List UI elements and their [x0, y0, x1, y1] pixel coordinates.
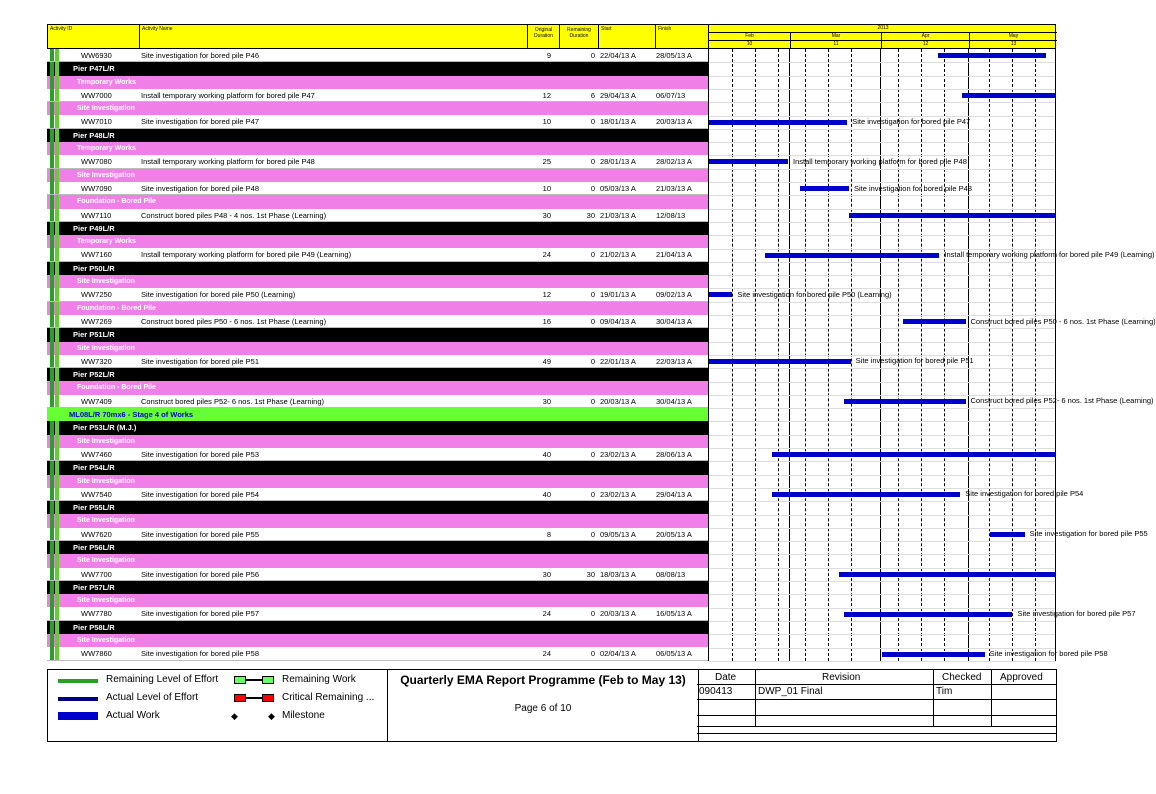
- wbs-category-row[interactable]: [47, 381, 708, 394]
- level-of-effort-strip: [47, 421, 60, 434]
- activity-name-cell: Site investigation for bored pile P51: [141, 356, 259, 366]
- wbs-title: Temporary Works: [77, 238, 136, 246]
- wbs-title: Pier P51L/R: [73, 330, 115, 340]
- report-title: Quarterly EMA Report Programme (Feb to May 13): [400, 673, 686, 687]
- actual-work-symbol: [58, 712, 98, 720]
- level-of-effort-strip: [47, 395, 60, 407]
- wbs-title: Site Investigation: [77, 477, 135, 485]
- revision-checked-by: Tim: [936, 686, 953, 697]
- finish-date-cell: 16/05/13 A: [656, 609, 692, 619]
- bar-label: Install temporary working platform for bored pile P49 (Learning): [944, 250, 1155, 259]
- level-of-effort-strip: [47, 315, 60, 327]
- legend-remaining-work: Remaining Work: [282, 674, 356, 685]
- wbs-category-row[interactable]: [47, 342, 708, 355]
- wbs-title: Pier P53L/R (M.J.): [73, 423, 137, 433]
- finish-date-cell: 28/02/13 A: [656, 157, 692, 167]
- activity-name-cell: Site investigation for bored pile P57: [141, 609, 259, 619]
- level-of-effort-strip: [47, 142, 60, 155]
- activity-id-cell: WW7010: [81, 117, 112, 127]
- finish-date-cell: 21/04/13 A: [656, 250, 692, 260]
- activity-row[interactable]: [47, 315, 708, 328]
- activity-id-cell: WW7320: [81, 356, 112, 366]
- activity-id-cell: WW7540: [81, 489, 112, 499]
- bar-label: Install temporary working platform for bored pile P48: [793, 156, 967, 166]
- wbs-title: Site Investigation: [77, 171, 135, 179]
- wbs-title: Site Investigation: [77, 557, 135, 565]
- original-duration-cell: 12: [542, 90, 551, 100]
- wbs-category-row[interactable]: [47, 76, 708, 89]
- level-of-effort-strip: [47, 302, 60, 315]
- activity-id-cell: WW7780: [81, 609, 112, 619]
- wbs-title: Pier P47L/R: [73, 64, 115, 74]
- month-may: May: [969, 33, 1057, 40]
- original-duration-cell: 10: [542, 183, 551, 193]
- level-of-effort-strip: [47, 541, 60, 554]
- wbs-pier-row[interactable]: [47, 262, 708, 275]
- level-of-effort-strip: [47, 461, 60, 474]
- wbs-category-row[interactable]: [47, 169, 708, 182]
- level-of-effort-strip: [47, 621, 60, 634]
- revision-date: 090413: [699, 686, 733, 697]
- activity-name-cell: Site investigation for bored pile P53: [141, 449, 259, 459]
- header-activity-name[interactable]: Activity Name: [140, 25, 528, 49]
- original-duration-cell: 10: [542, 117, 551, 127]
- wbs-category-row[interactable]: [47, 275, 708, 288]
- wbs-title: Site Investigation: [77, 105, 135, 113]
- revision-description: DWP_01 Final: [758, 686, 823, 697]
- activity-row[interactable]: [47, 448, 708, 461]
- level-of-effort-strip: [47, 488, 60, 500]
- timescale-month-row: [709, 33, 1057, 41]
- start-date-cell: 20/03/13 A: [600, 396, 636, 406]
- wbs-pier-row[interactable]: [47, 129, 708, 142]
- activity-name-cell: Site investigation for bored pile P47: [141, 117, 259, 127]
- activity-name-cell: Install temporary working platform for bored pile P48: [141, 157, 315, 167]
- level-of-effort-strip: [47, 169, 60, 182]
- level-of-effort-strip: [47, 155, 60, 167]
- wbs-title: Site Investigation: [77, 517, 135, 525]
- revision-header-date: Date: [715, 672, 737, 683]
- activity-row[interactable]: [47, 647, 708, 660]
- start-date-cell: 22/01/13 A: [600, 356, 636, 366]
- original-duration-cell: 24: [542, 649, 551, 659]
- original-duration-cell: 16: [542, 316, 551, 326]
- original-duration-cell: 40: [542, 449, 551, 459]
- finish-date-cell: 29/04/13 A: [656, 489, 692, 499]
- activity-id-cell: WW7000: [81, 90, 112, 100]
- wbs-title: Pier P48L/R: [73, 130, 115, 140]
- wbs-title: Site Investigation: [77, 278, 135, 286]
- milestone-icon: ◆: [231, 711, 238, 721]
- wbs-category-row[interactable]: [47, 235, 708, 248]
- wbs-title: Foundation - Bored Pile: [77, 304, 156, 312]
- original-duration-cell: 12: [542, 290, 551, 300]
- wbs-category-row[interactable]: [47, 142, 708, 155]
- start-date-cell: 21/02/13 A: [600, 250, 636, 260]
- wbs-category-row[interactable]: [47, 195, 708, 208]
- start-date-cell: 09/04/13 A: [600, 316, 636, 326]
- level-of-effort-strip: [47, 368, 60, 381]
- start-date-cell: 02/04/13 A: [600, 649, 636, 659]
- original-duration-cell: 30: [542, 210, 551, 220]
- remaining-duration-cell: 0: [590, 316, 595, 326]
- remaining-loe-symbol: [58, 679, 98, 683]
- legend-milestone: Milestone: [282, 710, 325, 721]
- activity-id-cell: WW7250: [81, 290, 112, 300]
- level-of-effort-strip: [47, 49, 60, 61]
- wbs-title: Pier P55L/R: [73, 503, 115, 513]
- activity-row[interactable]: [47, 488, 708, 501]
- wbs-pier-row[interactable]: [47, 368, 708, 381]
- wbs-title: Pier P58L/R: [73, 622, 115, 632]
- gantt-chart-area: [708, 49, 1156, 661]
- activity-name-cell: Construct bored piles P48 - 4 nos. 1st Phase (Learning): [141, 210, 327, 220]
- activity-id-cell: WW7269: [81, 316, 112, 326]
- wbs-title: Site Investigation: [77, 344, 135, 352]
- bar-label: Construct bored piles P50 - 6 nos. 1st Phase (Learning): [970, 316, 1156, 326]
- wbs-pier-row[interactable]: [47, 621, 708, 634]
- finish-date-cell: 30/04/13 A: [656, 316, 692, 326]
- remaining-duration-cell: 30: [586, 569, 595, 579]
- start-date-cell: 09/05/13 A: [600, 529, 636, 539]
- wbs-title: ML08L/R 70mx6 - Stage 4 of Works: [69, 410, 194, 420]
- wbs-pier-row[interactable]: [47, 461, 708, 474]
- original-duration-cell: 30: [542, 569, 551, 579]
- finish-date-cell: 28/05/13 A: [656, 51, 692, 60]
- wbs-title: Foundation - Bored Pile: [77, 198, 156, 206]
- remaining-duration-cell: 6: [590, 90, 595, 100]
- level-of-effort-strip: [47, 581, 60, 594]
- timescale-period-row: [709, 41, 1057, 49]
- wbs-pier-row[interactable]: [47, 581, 708, 594]
- remaining-duration-cell: 30: [586, 210, 595, 220]
- activity-id-cell: WW7090: [81, 183, 112, 193]
- legend-critical-remaining: Critical Remaining ...: [282, 692, 375, 703]
- start-date-cell: 05/03/13 A: [600, 183, 636, 193]
- original-duration-cell: 30: [542, 396, 551, 406]
- activity-row[interactable]: [47, 248, 708, 261]
- activity-row[interactable]: [47, 395, 708, 408]
- finish-date-cell: 08/08/13: [656, 569, 686, 579]
- page-number: Page 6 of 10: [514, 703, 572, 714]
- wbs-category-row[interactable]: [47, 634, 708, 647]
- legend-actual-loe: Actual Level of Effort: [106, 692, 199, 703]
- activity-row[interactable]: [47, 155, 708, 168]
- milestone-icon: ◆: [268, 711, 275, 721]
- remaining-duration-cell: 0: [590, 356, 595, 366]
- original-duration-cell: 24: [542, 609, 551, 619]
- level-of-effort-strip: [47, 475, 60, 488]
- bar-label: Site investigation for bored pile P51: [855, 356, 974, 366]
- revision-header-approved: Approved: [1000, 672, 1043, 683]
- remaining-duration-cell: 0: [590, 51, 595, 60]
- remaining-duration-cell: 0: [590, 529, 595, 539]
- wbs-title: Pier P56L/R: [73, 542, 115, 552]
- finish-date-cell: 12/08/13: [656, 210, 686, 220]
- bar-label: Site investigation for bored pile P47: [852, 117, 971, 126]
- wbs-pier-row[interactable]: [47, 541, 708, 554]
- start-date-cell: 21/03/13 A: [600, 210, 636, 220]
- wbs-category-row[interactable]: [47, 302, 708, 315]
- activity-name-cell: Site investigation for bored pile P55: [141, 529, 259, 539]
- level-of-effort-strip: [47, 89, 60, 101]
- remaining-duration-cell: 0: [590, 250, 595, 260]
- activity-name-cell: Site investigation for bored pile P48: [141, 183, 259, 193]
- actual-loe-symbol: [58, 697, 98, 701]
- wbs-category-row[interactable]: [47, 475, 708, 488]
- remaining-duration-cell: 0: [590, 157, 595, 167]
- wbs-pier-row[interactable]: [47, 62, 708, 75]
- level-of-effort-strip: [47, 235, 60, 248]
- finish-date-cell: 06/05/13 A: [656, 649, 692, 659]
- wbs-title: Site Investigation: [77, 437, 135, 445]
- wbs-title: Pier P50L/R: [73, 263, 115, 273]
- activity-row[interactable]: [47, 355, 708, 368]
- finish-date-cell: 09/02/13 A: [656, 290, 692, 300]
- wbs-title: Pier P52L/R: [73, 370, 115, 380]
- level-of-effort-strip: [47, 355, 60, 367]
- activity-row[interactable]: [47, 528, 708, 541]
- level-of-effort-strip: [47, 501, 60, 514]
- bar-label: Site investigation for bored pile P54: [965, 489, 1084, 499]
- header-original-duration[interactable]: Original Duration: [528, 25, 560, 49]
- wbs-title: Temporary Works: [77, 78, 136, 86]
- start-date-cell: 20/03/13 A: [600, 609, 636, 619]
- period-13: 13: [969, 41, 1057, 49]
- wbs-pier-row[interactable]: [47, 328, 708, 341]
- remaining-duration-cell: 0: [590, 290, 595, 300]
- legend-remaining-loe: Remaining Level of Effort: [106, 674, 219, 685]
- wbs-category-row[interactable]: [47, 554, 708, 567]
- activity-row[interactable]: [47, 288, 708, 301]
- footer-panel: [47, 669, 1057, 742]
- remaining-duration-cell: 0: [590, 183, 595, 193]
- activity-row[interactable]: [47, 49, 708, 62]
- level-of-effort-strip: [47, 435, 60, 448]
- level-of-effort-strip: [47, 568, 60, 580]
- activity-row[interactable]: [47, 115, 708, 128]
- finish-date-cell: 20/05/13 A: [656, 529, 692, 539]
- wbs-category-row[interactable]: [47, 102, 708, 115]
- wbs-title: Pier P54L/R: [73, 463, 115, 473]
- level-of-effort-strip: [47, 129, 60, 142]
- activity-id-cell: WW7700: [81, 569, 112, 579]
- activity-table: [47, 49, 708, 661]
- activity-row[interactable]: [47, 209, 708, 222]
- level-of-effort-strip: [47, 115, 60, 127]
- start-date-cell: 18/03/13 A: [600, 569, 636, 579]
- start-date-cell: 29/04/13 A: [600, 90, 636, 100]
- wbs-pier-row[interactable]: [47, 222, 708, 235]
- finish-date-cell: 28/06/13 A: [656, 449, 692, 459]
- finish-date-cell: 20/03/13 A: [656, 117, 692, 127]
- activity-row[interactable]: [47, 89, 708, 102]
- period-12: 12: [881, 41, 969, 49]
- start-date-cell: 23/02/13 A: [600, 489, 636, 499]
- level-of-effort-strip: [47, 222, 60, 235]
- level-of-effort-strip: [47, 288, 60, 300]
- start-date-cell: 23/02/13 A: [600, 449, 636, 459]
- period-11: 11: [790, 41, 881, 49]
- activity-id-cell: WW7860: [81, 649, 112, 659]
- activity-id-cell: WW7110: [81, 210, 112, 220]
- finish-date-cell: 22/03/13 A: [656, 356, 692, 366]
- level-of-effort-strip: [47, 76, 60, 89]
- bar-label: Site investigation for bored pile P48: [853, 183, 972, 193]
- wbs-category-row[interactable]: [47, 594, 708, 607]
- activity-name-cell: Construct bored piles P52- 6 nos. 1st Phase (Learning): [141, 396, 325, 406]
- activity-id-cell: WW7160: [81, 250, 112, 260]
- bar-label: Site investigation for bored pile P55: [1029, 529, 1148, 539]
- bar-label: Site investigation for bored pile P57: [1017, 609, 1136, 619]
- critical-remaining-symbol: [234, 694, 274, 702]
- month-mar: Mar: [790, 33, 881, 40]
- activity-id-cell: WW7460: [81, 449, 112, 459]
- month-apr: Apr: [881, 33, 969, 40]
- level-of-effort-strip: [47, 514, 60, 527]
- level-of-effort-strip: [47, 381, 60, 394]
- remaining-duration-cell: 0: [590, 449, 595, 459]
- start-date-cell: 22/04/13 A: [600, 51, 636, 60]
- remaining-work-symbol: [234, 676, 274, 684]
- revision-header-revision: Revision: [822, 672, 861, 683]
- level-of-effort-strip: [47, 448, 60, 460]
- remaining-duration-cell: 0: [590, 649, 595, 659]
- level-of-effort-strip: [47, 342, 60, 355]
- finish-date-cell: 21/03/13 A: [656, 183, 692, 193]
- header-start[interactable]: Start: [599, 25, 656, 49]
- activity-name-cell: Install temporary working platform for bored pile P47: [141, 90, 315, 100]
- level-of-effort-strip: [47, 209, 60, 221]
- activity-id-cell: WW7620: [81, 529, 112, 539]
- original-duration-cell: 49: [542, 356, 551, 366]
- activity-name-cell: Site investigation for bored pile P58: [141, 649, 259, 659]
- level-of-effort-strip: [47, 62, 60, 75]
- activity-name-cell: Construct bored piles P50 - 6 nos. 1st Phase (Learning): [141, 316, 327, 326]
- level-of-effort-strip: [47, 528, 60, 540]
- level-of-effort-strip: [47, 554, 60, 567]
- period-10: 10: [746, 41, 753, 47]
- legend-actual-work: Actual Work: [106, 710, 160, 721]
- revision-header-checked: Checked: [942, 672, 982, 683]
- bar-label: Site investigation for bored pile P58: [989, 649, 1108, 658]
- activity-name-cell: Site investigation for bored pile P54: [141, 489, 259, 499]
- timescale-header: [709, 25, 1057, 49]
- wbs-title: Foundation - Bored Pile: [77, 384, 156, 392]
- activity-id-cell: WW6930: [81, 51, 112, 60]
- activity-row[interactable]: [47, 182, 708, 195]
- start-date-cell: 19/01/13 A: [600, 290, 636, 300]
- original-duration-cell: 9: [546, 51, 551, 60]
- wbs-stage-row[interactable]: [47, 408, 708, 421]
- timescale-year: 2013: [877, 25, 889, 31]
- column-header-bar: [47, 24, 1056, 49]
- remaining-duration-cell: 0: [590, 396, 595, 406]
- original-duration-cell: 40: [542, 489, 551, 499]
- finish-date-cell: 30/04/13 A: [656, 396, 692, 406]
- header-activity-id[interactable]: Activity ID: [48, 25, 140, 49]
- level-of-effort-strip: [47, 275, 60, 288]
- level-of-effort-strip: [47, 607, 60, 619]
- level-of-effort-strip: [47, 262, 60, 275]
- level-of-effort-strip: [47, 195, 60, 208]
- wbs-category-row[interactable]: [47, 435, 708, 448]
- level-of-effort-strip: [47, 182, 60, 194]
- start-date-cell: 18/01/13 A: [600, 117, 636, 127]
- finish-date-cell: 06/07/13: [656, 90, 686, 100]
- level-of-effort-strip: [47, 102, 60, 115]
- original-duration-cell: 25: [542, 157, 551, 167]
- activity-row[interactable]: [47, 568, 708, 581]
- original-duration-cell: 24: [542, 250, 551, 260]
- wbs-title: Site Investigation: [77, 597, 135, 605]
- start-date-cell: 28/01/13 A: [600, 157, 636, 167]
- remaining-duration-cell: 0: [590, 489, 595, 499]
- activity-name-cell: Site investigation for bored pile P50 (Learning): [141, 290, 296, 300]
- activity-row[interactable]: [47, 607, 708, 620]
- schedule-sheet: [47, 24, 1156, 742]
- activity-name-cell: Install temporary working platform for bored pile P49 (Learning): [141, 250, 352, 260]
- remaining-duration-cell: 0: [590, 609, 595, 619]
- wbs-title: Site Investigation: [77, 637, 135, 645]
- activity-name-cell: Site investigation for bored pile P46: [141, 51, 259, 60]
- revision-table: [697, 670, 1056, 741]
- activity-id-cell: WW7409: [81, 396, 112, 406]
- level-of-effort-strip: [47, 594, 60, 607]
- wbs-category-row[interactable]: [47, 514, 708, 527]
- activity-name-cell: Site investigation for bored pile P56: [141, 569, 259, 579]
- bar-label: Site investigation for bored pile P50 (Learning): [737, 289, 892, 299]
- header-finish[interactable]: Finish: [656, 25, 709, 49]
- activity-id-cell: WW7080: [81, 157, 112, 167]
- original-duration-cell: 8: [546, 529, 551, 539]
- wbs-title: Pier P49L/R: [73, 223, 115, 233]
- header-remaining-duration[interactable]: Remaining Duration: [560, 25, 599, 49]
- month-feb: Feb: [745, 33, 754, 39]
- timescale-year-row: [709, 25, 1057, 33]
- wbs-title: Pier P57L/R: [73, 582, 115, 592]
- remaining-duration-cell: 0: [590, 117, 595, 127]
- wbs-title: Temporary Works: [77, 145, 136, 153]
- wbs-pier-row[interactable]: [47, 501, 708, 514]
- level-of-effort-strip: [47, 634, 60, 647]
- level-of-effort-strip: [47, 328, 60, 341]
- report-title-box: [387, 670, 699, 741]
- wbs-pier-row[interactable]: [47, 421, 708, 434]
- level-of-effort-strip: [47, 647, 60, 659]
- bar-label: Construct bored piles P52- 6 nos. 1st Phase (Learning): [970, 396, 1154, 406]
- level-of-effort-strip: [47, 248, 60, 260]
